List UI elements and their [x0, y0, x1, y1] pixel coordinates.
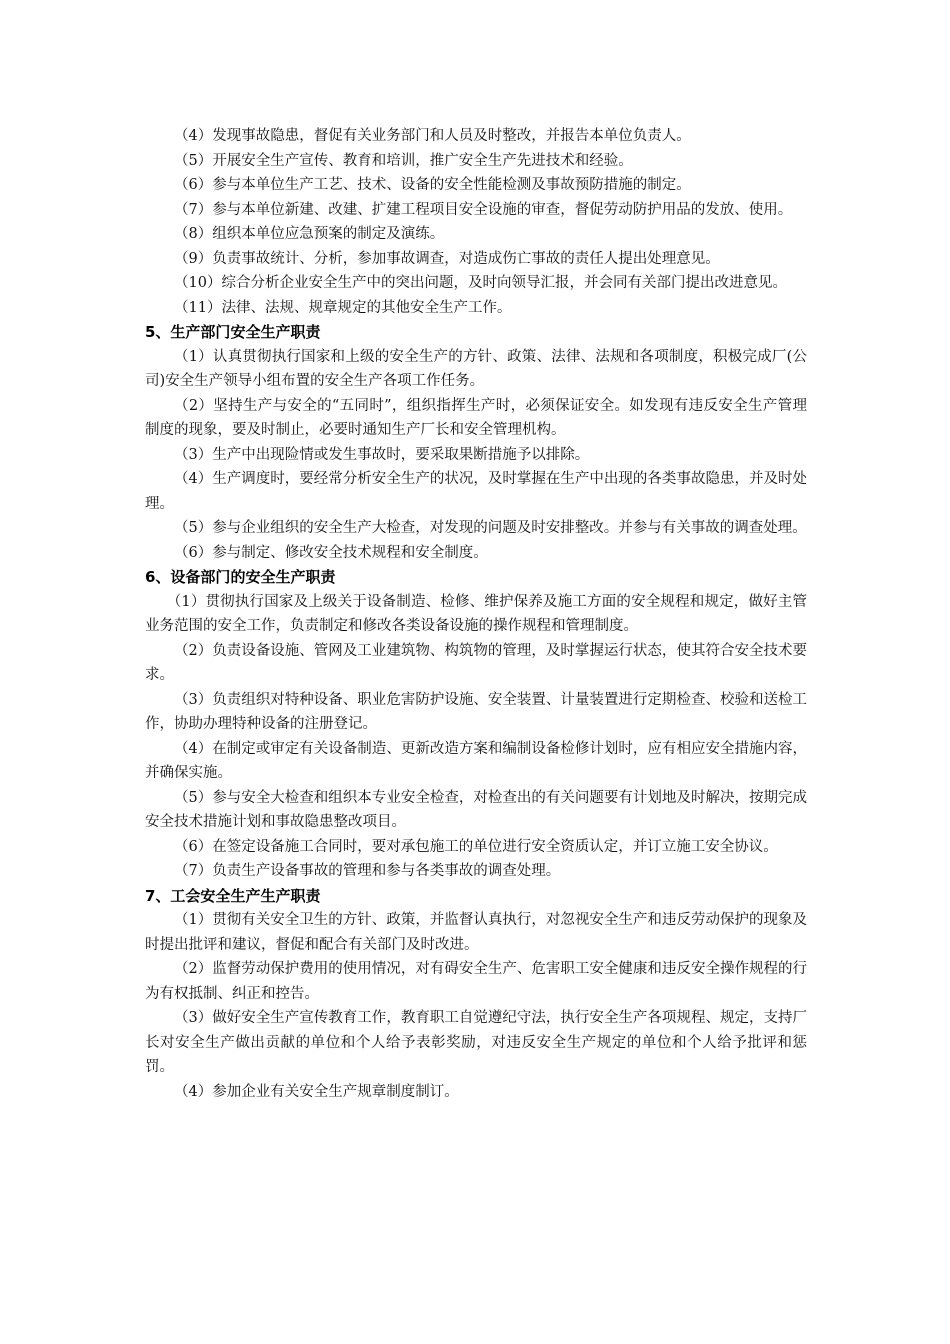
paragraph: （1）贯彻有关安全卫生的方针、政策，并监督认真执行，对忽视安全生产和违反劳动保护的现象及时提出批评和建议，督促和配合有关部门及时改进。: [145, 912, 807, 953]
document-page: [0, 124, 950, 1104]
paragraph: （2）坚持生产与安全的“五同时”，组织指挥生产时，必须保证安全。如发现有违反安全生产管理制度的现象，要及时制止，必要时通知生产厂长和安全管理机构。: [145, 397, 807, 438]
paragraph: （7）参与本单位新建、改建、扩建工程项目安全设施的审查，督促劳动防护用品的发放、使用。: [174, 201, 793, 218]
paragraph: （3）生产中出现险情或发生事故时，要采取果断措施予以排除。: [174, 446, 590, 463]
document-body: [145, 124, 807, 1104]
paragraph: （9）负责事故统计、分析，参加事故调查，对造成伤亡事故的责任人提出处理意见。: [174, 250, 720, 267]
paragraph: （7）负责生产设备事故的管理和参与各类事故的调查处理。: [174, 863, 561, 879]
paragraph: （3）做好安全生产宣传教育工作，教育职工自觉遵纪守法，执行安全生产各项规程、规定，支持厂长对安全生产做出贡献的单位和个人给予表彰奖励，对违反安全生产规定的单位和个人给予批评和惩罚。: [145, 1010, 807, 1075]
paragraph: （1）贯彻执行国家及上级关于设备制造、检修、维护保养及施工方面的安全规程和规定，做好主管业务范围的安全工作，负责制定和修改各类设备设施的操作规程和管理制度。: [145, 593, 807, 634]
paragraph: （2）负责设备设施、管网及工业建筑物、构筑物的管理，及时掌握运行状态，使其符合安全技术要求。: [145, 642, 807, 683]
paragraph: （8）组织本单位应急预案的制定及演练。: [174, 226, 445, 242]
paragraph: （4）在制定或审定有关设备制造、更新改造方案和编制设备检修计划时，应有相应安全措施内容，并确保实施。: [145, 740, 807, 781]
section-heading-production: 5、生产部门安全生产职责: [145, 323, 321, 341]
paragraph: （3）负责组织对特种设备、职业危害防护设施、安全装置、计量装置进行定期检查、校验和送检工作，协助办理特种设备的注册登记。: [145, 691, 807, 732]
paragraph: （5）参与企业组织的安全生产大检查，对发现的问题及时安排整改。并参与有关事故的调查处理。: [174, 520, 807, 536]
paragraph: （5）开展安全生产宣传、教育和培训，推广安全生产先进技术和经验。: [174, 152, 633, 169]
paragraph: （11）法律、法规、规章规定的其他安全生产工作。: [174, 299, 512, 316]
paragraph: （4）生产调度时，要经常分析安全生产的状况，及时掌握在生产中出现的各类事故隐患，并及时处理。: [145, 471, 807, 512]
paragraph: （4）发现事故隐患，督促有关业务部门和人员及时整改，并报告本单位负责人。: [174, 128, 691, 144]
paragraph: （10）综合分析企业安全生产中的突出问题，及时向领导汇报，并会同有关部门提出改进意见。: [174, 275, 787, 291]
paragraph: （1）认真贯彻执行国家和上级的安全生产的方针、政策、法律、法规和各项制度，积极完成厂(公司)安全生产领导小组布置的安全生产各项工作任务。: [145, 348, 807, 389]
paragraph: （5）参与安全大检查和组织本专业安全检查，对检查出的有关问题要有计划地及时解决，按期完成安全技术措施计划和事故隐患整改项目。: [145, 789, 807, 830]
paragraph: （6）在签定设备施工合同时，要对承包施工的单位进行安全资质认定，并订立施工安全协议。: [174, 838, 778, 855]
paragraph: （6）参与制定、修改安全技术规程和安全制度。: [174, 544, 488, 561]
paragraph: （6）参与本单位生产工艺、技术、设备的安全性能检测及事故预防措施的制定。: [174, 177, 691, 193]
section-heading-equipment: 6、设备部门的安全生产职责: [145, 568, 336, 586]
section-heading-union: 7、工会安全生产生产职责: [145, 886, 321, 905]
paragraph: （4）参加企业有关安全生产规章制度制订。: [174, 1083, 459, 1100]
paragraph: （2）监督劳动保护费用的使用情况，对有碍安全生产、危害职工安全健康和违反安全操作规程的行为有权抵制、纠正和控告。: [145, 961, 807, 1002]
